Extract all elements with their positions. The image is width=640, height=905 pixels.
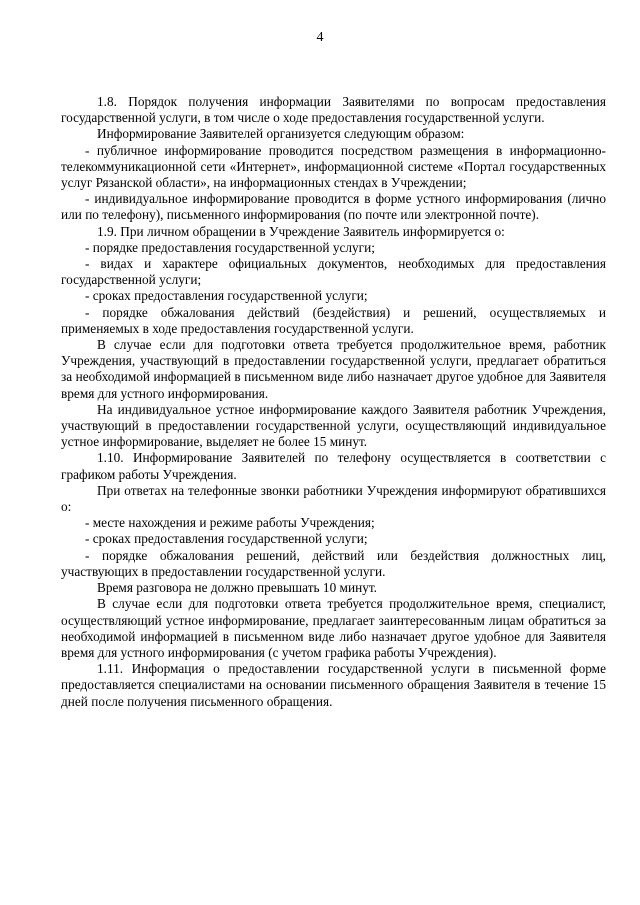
document-body xyxy=(61,94,606,710)
list-item: - сроках предоставления государственной услуги; xyxy=(85,531,368,547)
paragraph: Время разговора не должно превышать 10 минут. xyxy=(97,580,377,596)
list-item: - видах и характере официальных документов, необходимых для предоставления государственной услуги; xyxy=(61,256,606,288)
paragraph: В случае если для подготовки ответа требуется продолжительное время, работник Учреждения, участвующий в предоставлении государственной услуги, предлагает обратиться за необходимой информацией в письменном виде либо назначает другое удобное для Заявителя время для устного информирования. xyxy=(61,337,606,401)
paragraph: 1.9. При личном обращении в Учреждение Заявитель информируется о: xyxy=(97,223,505,239)
paragraph: В случае если для подготовки ответа требуется продолжительное время, специалист, осуществляющий устное информирование, предлагает заинтересованным лицам обратиться за необходимой информацией в письменном виде либо назначает другое удобное для Заявителя время для устного информирования (с учетом графика работы Учреждения). xyxy=(61,596,606,660)
paragraph: На индивидуальное устное информирование каждого Заявителя работник Учреждения, участвующий в предоставлении государственной услуги, осуществляющий индивидуальное устное информирование, выделяет не более 15 минут. xyxy=(61,401,606,450)
list-item: - порядке обжалования решений, действий или бездействия должностных лиц, участвующих в предоставлении государственной услуги. xyxy=(61,547,606,579)
paragraph: 1.8. Порядок получения информации Заявителями по вопросам предоставления государственной услуги, в том числе о ходе предоставления государственной услуги. xyxy=(61,94,606,126)
paragraph: Информирование Заявителей организуется следующим образом: xyxy=(97,126,465,142)
list-item: - публичное информирование проводится посредством размещения в информационно-телекоммуникационной сети «Интернет», информационной системе «Портал государственных услуг Рязанской области», на информационных стендах в Учреждении; xyxy=(61,142,606,191)
list-item: - порядке обжалования действий (бездействия) и решений, осуществляемых и применяемых в ходе предоставления государственной услуги. xyxy=(61,304,606,336)
list-item: - месте нахождения и режиме работы Учреждения; xyxy=(85,515,375,531)
page-number: 4 xyxy=(316,30,324,45)
list-item: - порядке предоставления государственной услуги; xyxy=(85,239,375,255)
list-item: - индивидуальное информирование проводится в форме устного информирования (лично или по телефону), письменного информирования (по почте или электронной почте). xyxy=(61,191,606,223)
paragraph: 1.11. Информация о предоставлении государственной услуги в письменной форме предоставляется специалистами на основании письменного обращения Заявителя в течение 15 дней после получения письменного обращения. xyxy=(61,661,606,709)
list-item: - сроках предоставления государственной услуги; xyxy=(85,288,368,304)
paragraph: При ответах на телефонные звонки работники Учреждения информируют обратившихся о: xyxy=(61,482,606,515)
paragraph: 1.10. Информирование Заявителей по телефону осуществляется в соответствии с графиком работы Учреждения. xyxy=(61,450,606,482)
